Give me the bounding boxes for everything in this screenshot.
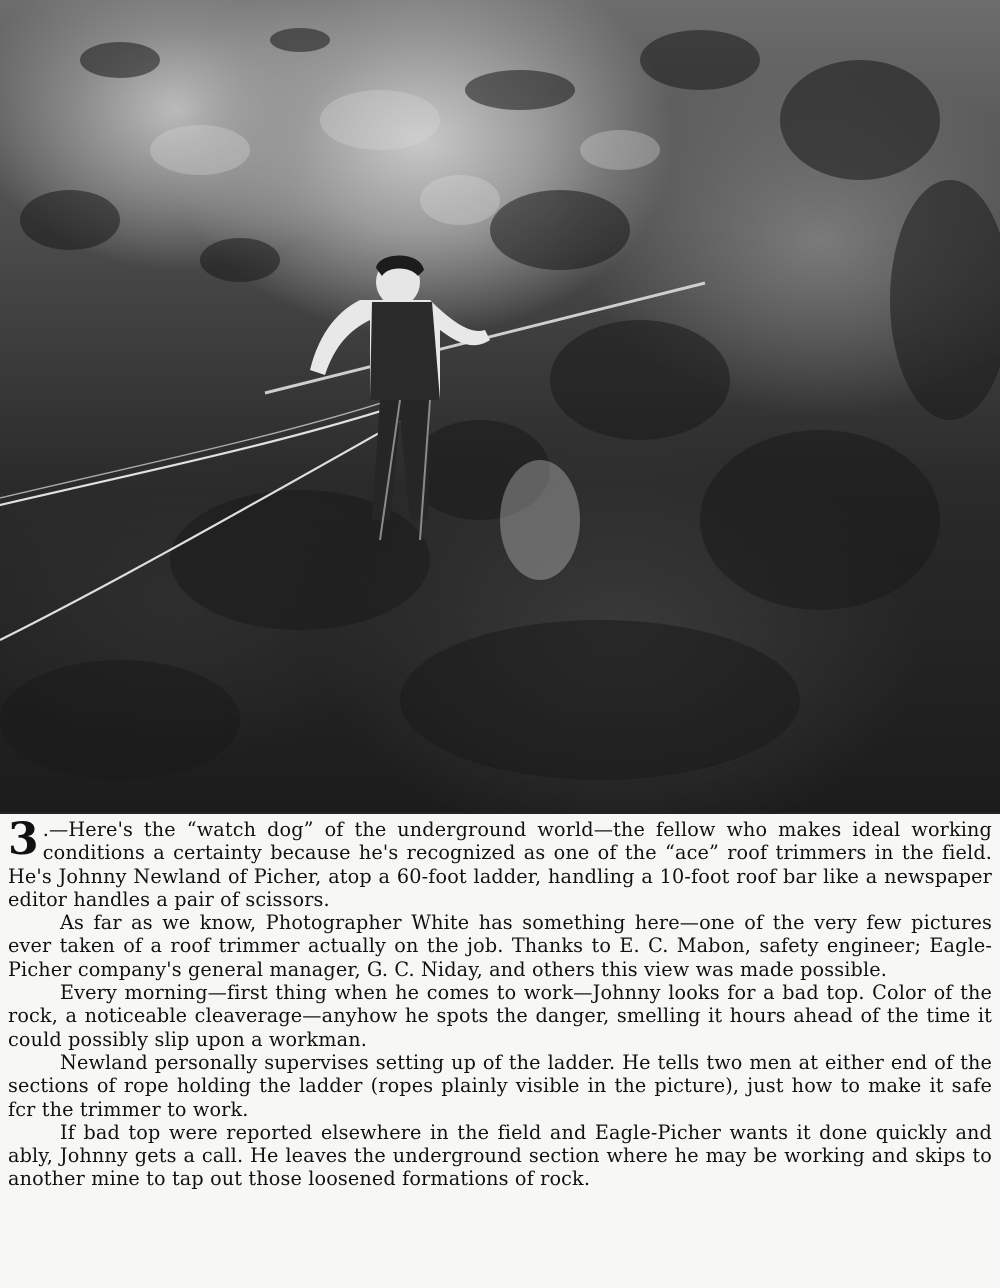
photo-bottom-rule: [0, 812, 1000, 814]
photo-caption: [8, 814, 992, 1191]
caption-text-1: .—Here's the “watch dog” of the underground world—the fellow who makes ideal working conditions a certainty because he's recognized as one of the “ace” roof trimmers in the field. He's Johnny Newland of Picher, atop a 60-foot ladder, handling a 10-foot roof bar like a newspaper editor handles a pair of scissors.: [8, 818, 992, 911]
caption-paragraph-4: Newland personally supervises setting up of the ladder. He tells two men at either end of the sections of rope holding the ladder (ropes plainly visible in the picture), just how to make it safe fcr the trimmer to work.: [8, 1050, 992, 1121]
caption-paragraph-5: If bad top were reported elsewhere in the field and Eagle-Picher wants it done quickly and ably, Johnny gets a call. He leaves the underground section where he may be working and skips to another mine to tap out those loosened formations of rock.: [8, 1120, 992, 1191]
caption-number: 3: [8, 814, 39, 865]
caption-paragraph-1: [8, 814, 992, 911]
rock-texture: [0, 28, 1000, 780]
caption-paragraph-3: Every morning—first thing when he comes to work—Johnny looks for a bad top. Color of the rock, a noticeable cleaverage—anyhow he spots the danger, smelling it hours ahead of the time it could possibly slip upon a workman.: [8, 981, 992, 1051]
caption-paragraph-2: As far as we know, Photographer White has something here—one of the very few pictures ever taken of a roof trimmer actually on the job. Thanks to E. C. Mabon, safety engineer; Eagle-Picher company's general manager, G. C. Niday, and others this view was made possible.: [8, 911, 992, 981]
